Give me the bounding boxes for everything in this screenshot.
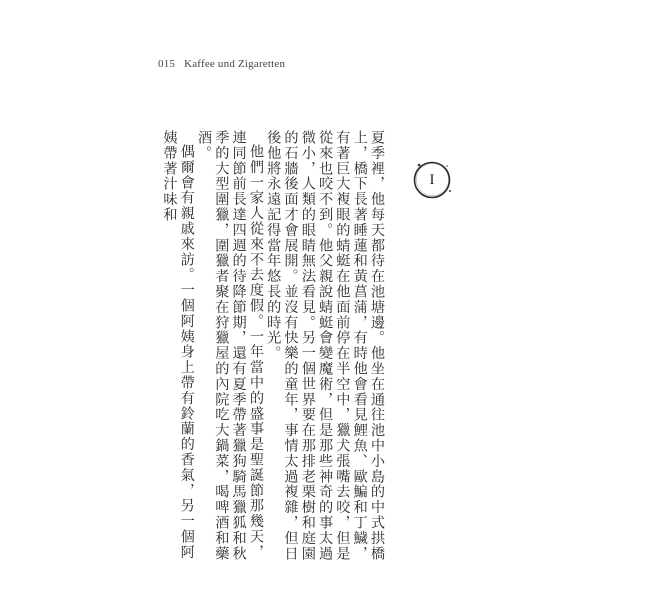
page-number: 015: [158, 58, 176, 70]
body-text: [160, 130, 385, 570]
paragraph-3: 偶爾會有親戚來訪。一個阿姨身上帶有鈴蘭的香氣，另一個阿姨帶著汁味和: [161, 130, 195, 560]
chapter-number: I: [429, 172, 435, 188]
running-title: Kaffee und Zigaretten: [184, 58, 286, 70]
chapter-mark: [410, 158, 454, 202]
running-head: [158, 58, 285, 70]
paragraph-2: 他們一家人從來不去度假。一年當中的盛事是聖誕節那幾天，連同節前長達四週的待降節期，還有夏季帶著獵狗騎馬獵狐和秋季的大型圍獵，圍獵者聚在狩獵屋的內院吃大鍋菜，喝啤酒和藥酒。: [196, 130, 264, 562]
paragraph-1: 夏季裡，他每天都待在池塘邊。他坐在通往池中小島的中式拱橋上，橋下長著睡蓮和黃菖蒲，有時他會看見鯉魚、歐鯿和丁鱥，有著巨大複眼的蜻蜓在他面前停在半空中，獵犬張嘴去咬，但是從來也咬不到。他父親說蜻蜓會變魔術，但是那些神奇的事太過微小，人類的眼睛無法看見。另一個世界要在那排老栗樹和庭園的石牆後面才會展開。並沒有快樂的童年，事情太過複雜，但日後他將永遠記得當年悠長的時光。: [265, 130, 385, 562]
